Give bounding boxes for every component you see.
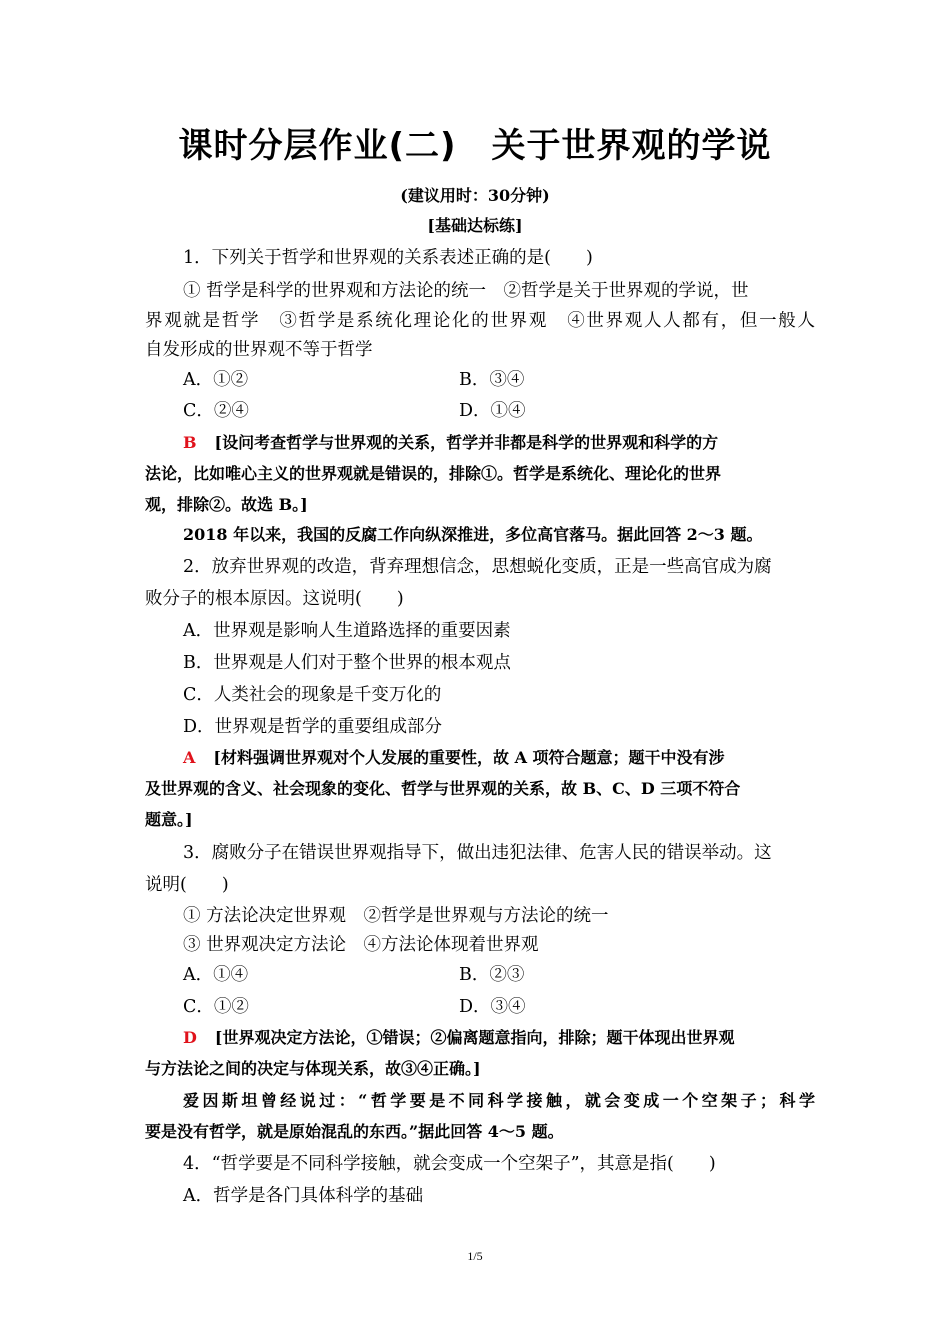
context-4-5-line-2: 要是没有哲学，就是原始混乱的东西。”据此回答 4～5 题。 (145, 1122, 564, 1141)
q1-option-c: C．②④ (183, 401, 249, 421)
q3-items-line-2: ③ 世界观决定方法论 ④方法论体现着世界观 (183, 935, 539, 955)
q2-option-d: D．世界观是哲学的重要组成部分 (183, 717, 443, 737)
q3-stem-line-1: 3．腐败分子在错误世界观指导下，做出违犯法律、危害人民的错误举动。这 (183, 843, 772, 863)
q3-explanation-text-1: [世界观决定方法论，①错误；②偏离题意指向，排除；题干体现出世界观 (214, 1028, 735, 1047)
q2-stem-line-1: 2．放弃世界观的改造，背弃理想信念，思想蜕化变质，正是一些高官成为腐 (183, 557, 772, 577)
q1-option-d: D．①④ (459, 401, 526, 421)
section-heading: [基础达标练] (427, 216, 523, 235)
context-4-5-line-1: 爱因斯坦曾经说过：“哲学要是不同科学接触，就会变成一个空架子；科学 (183, 1091, 815, 1110)
q3-option-c: C．①② (183, 997, 249, 1017)
q1-explanation-text-1: [设问考查哲学与世界观的关系，哲学并非都是科学的世界观和科学的方 (214, 433, 719, 452)
q3-option-a: A．①④ (183, 965, 249, 985)
q2-explanation-text-1: [材料强调世界观对个人发展的重要性，故 A 项符合题意；题干中没有涉 (213, 748, 725, 767)
q2-option-a: A．世界观是影响人生道路选择的重要因素 (183, 621, 511, 641)
q1-explanation-line-1 (183, 430, 815, 453)
q3-option-b: B．②③ (459, 965, 525, 985)
q3-option-d: D．③④ (459, 997, 526, 1017)
q2-stem-line-2: 败分子的根本原因。这说明( ) (145, 589, 404, 609)
q2-option-b: B．世界观是人们对于整个世界的根本观点 (183, 653, 511, 673)
context-2-3: 2018 年以来，我国的反腐工作向纵深推进，多位高官落马。据此回答 2～3 题。 (183, 525, 763, 544)
q1-explanation-line-2: 法论，比如唯心主义的世界观就是错误的，排除①。哲学是系统化、理论化的世界 (145, 464, 722, 483)
q1-items-line-2: 界观就是哲学 ③哲学是系统化理论化的世界观 ④世界观人人都有，但一般人 (145, 311, 815, 331)
time-hint: (建议用时：30分钟) (400, 186, 550, 205)
q4-stem: 4．“哲学要是不同科学接触，就会变成一个空架子”，其意是指( ) (183, 1154, 716, 1174)
q1-answer: B (183, 433, 197, 452)
q3-answer: D (183, 1028, 197, 1047)
q1-stem: 1．下列关于哲学和世界观的关系表述正确的是( ) (183, 248, 593, 268)
page-number: 1/5 (467, 1249, 483, 1263)
q1-option-b: B．③④ (459, 370, 525, 390)
q2-option-c: C．人类社会的现象是千变万化的 (183, 685, 442, 705)
q4-option-a: A．哲学是各门具体科学的基础 (183, 1186, 424, 1206)
q3-explanation-line-1 (183, 1025, 815, 1048)
q3-explanation-line-2: 与方法论之间的决定与体现关系，故③④正确。] (145, 1059, 481, 1078)
q1-explanation-line-3: 观，排除②。故选 B。] (145, 495, 308, 514)
q2-explanation-line-3: 题意。] (145, 810, 193, 829)
q2-explanation-line-2: 及世界观的含义、社会现象的变化、哲学与世界观的关系，故 B、C、D 三项不符合 (145, 779, 741, 798)
q1-items-line-3: 自发形成的世界观不等于哲学 (145, 340, 373, 360)
q1-option-a: A．①② (183, 370, 249, 390)
q2-explanation-line-1 (183, 745, 815, 768)
q3-stem-line-2: 说明( ) (145, 875, 229, 895)
q2-answer: A (183, 748, 196, 767)
q3-items-line-1: ① 方法论决定世界观 ②哲学是世界观与方法论的统一 (183, 906, 609, 926)
q1-items-line-1: ① 哲学是科学的世界观和方法论的统一 ②哲学是关于世界观的学说，世 (183, 281, 749, 301)
page-title: 课时分层作业(二) 关于世界观的学说 (178, 126, 772, 166)
